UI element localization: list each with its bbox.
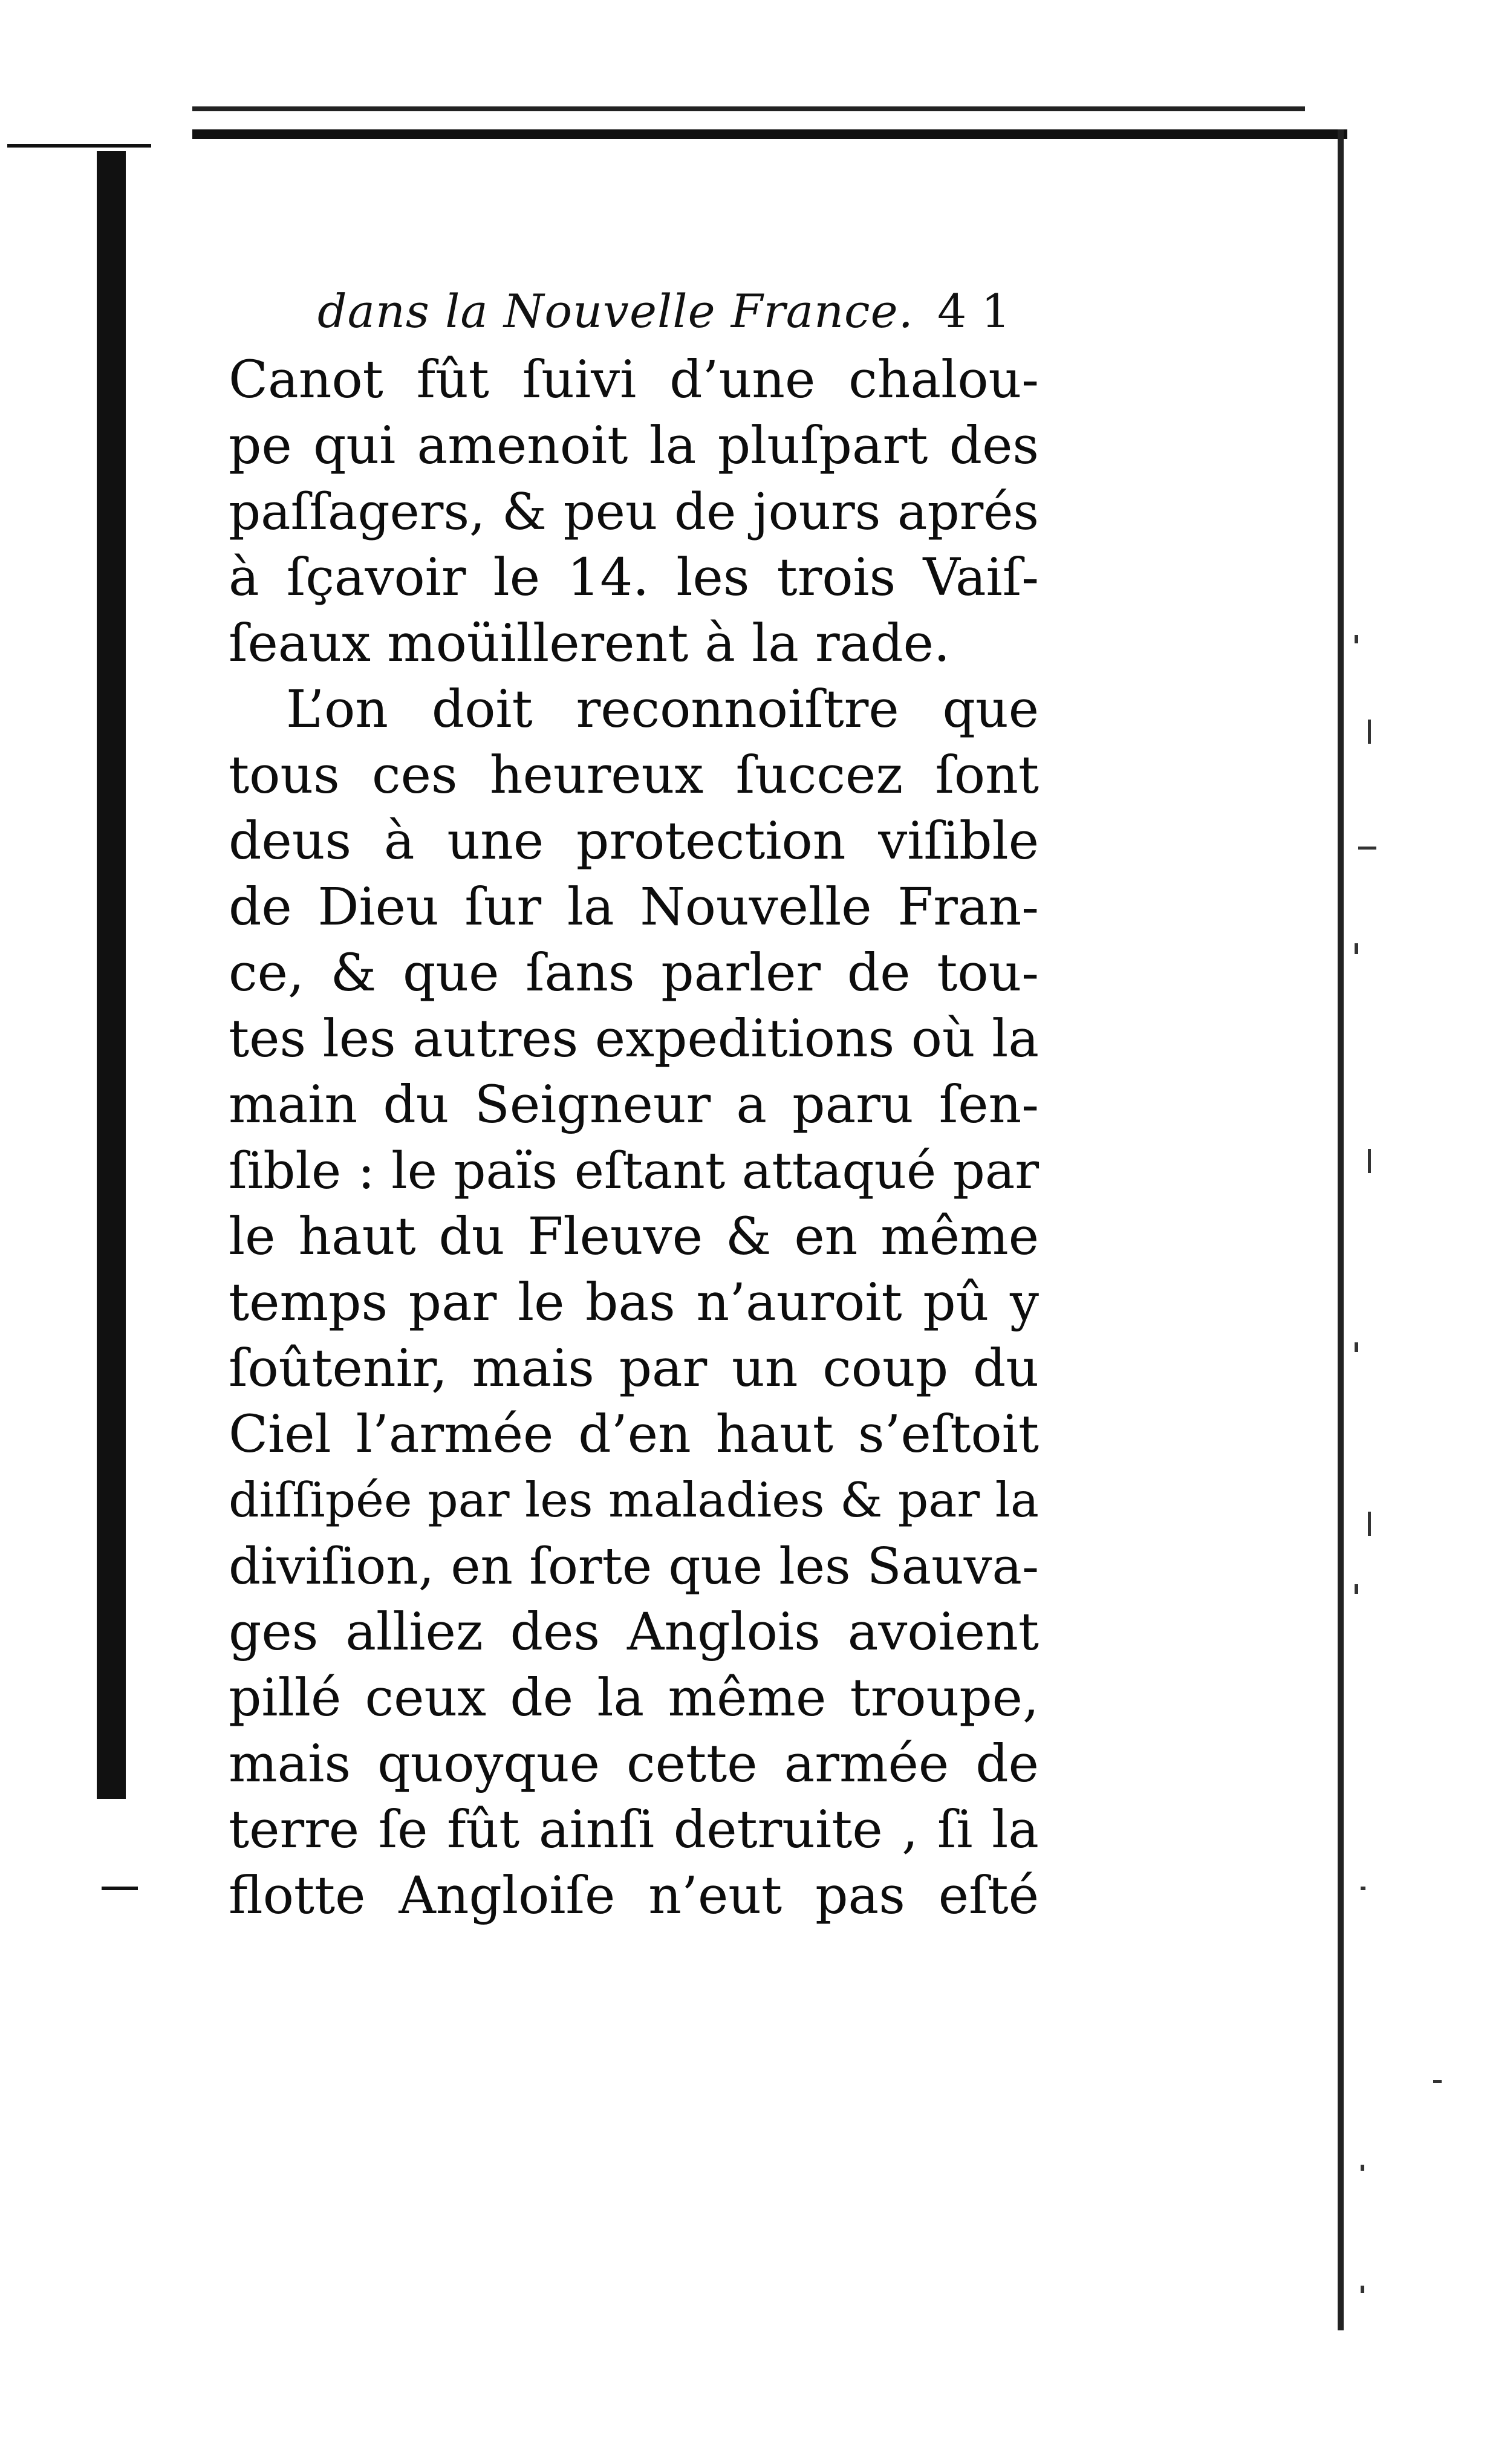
text-line: diviſion, en ſorte que les Sauva- [229,1537,1039,1596]
text-line: flotte Angloiſe n’eut pas eſté [229,1866,1039,1926]
text-line: de Dieu ſur la Nouvelle Fran- [229,877,1039,937]
scan-speck [1433,2080,1442,2083]
text-line: ſible : le païs eſtant attaqué par [229,1142,1039,1200]
scan-speck [1361,1887,1365,1890]
page-number: 4 1 [937,284,1010,338]
scan-speck [1368,720,1371,744]
scan-speck [1355,1342,1358,1352]
text-line: Canot fût ſuivi d’une chalou- [229,350,1039,410]
scan-speck [1361,2286,1364,2293]
text-line: paſſagers, & peu de jours aprés [229,483,1039,541]
text-line: terre ſe fût ainſi detruite , ſi la [229,1800,1039,1860]
scan-speck [1361,2165,1364,2171]
scan-mark-dash [102,1887,138,1890]
text-line: ſeaux moüillerent à la rade. [229,614,950,674]
scan-border-top-left [7,144,151,148]
text-line: tes les autres expeditions où la [229,1009,1039,1069]
text-line: temps par le bas n’auroit pû y [229,1273,1039,1333]
scan-speck [1355,943,1358,954]
text-line: mais quoyque cette armée de [229,1734,1039,1794]
text-line: main du Seigneur a paru ſen- [229,1075,1039,1135]
text-line: Ciel l’armée d’en haut s’eſtoit [229,1405,1039,1464]
text-line: pe qui amenoit la pluſpart des [229,416,1039,476]
scan-border-top-thin [192,106,1305,111]
scan-border-top [192,129,1347,139]
text-line: diſſipée par les maladies & par la [229,1472,1039,1528]
scan-border-right [1338,129,1344,2330]
scan-speck [1355,635,1358,643]
text-line: tous ces heureux ſuccez ſont [229,746,1039,805]
text-line: le haut du Fleuve & en même [229,1207,1039,1267]
text-line: pillé ceux de la même troupe, [229,1668,1039,1728]
scan-speck [1355,1584,1358,1594]
text-line: ges alliez des Anglois avoient [229,1602,1039,1662]
text-line: ce, & que ſans parler de tou- [229,943,1039,1003]
scan-speck [1368,1149,1371,1173]
scan-border-left-bar [97,151,126,1799]
running-head-title: dans la Nouvelle France. [317,284,914,338]
body-text [229,347,1039,1929]
text-line: ſoûtenir, mais par un coup du [229,1339,1039,1399]
scan-speck [1368,1512,1371,1536]
text-line: deus à une protection viſible [229,811,1039,871]
text-line: L’on doit reconnoiſtre que [286,680,1039,740]
scan-speck [1358,847,1376,850]
text-line: à ſçavoir le 14. les trois Vaiſ- [229,548,1039,608]
